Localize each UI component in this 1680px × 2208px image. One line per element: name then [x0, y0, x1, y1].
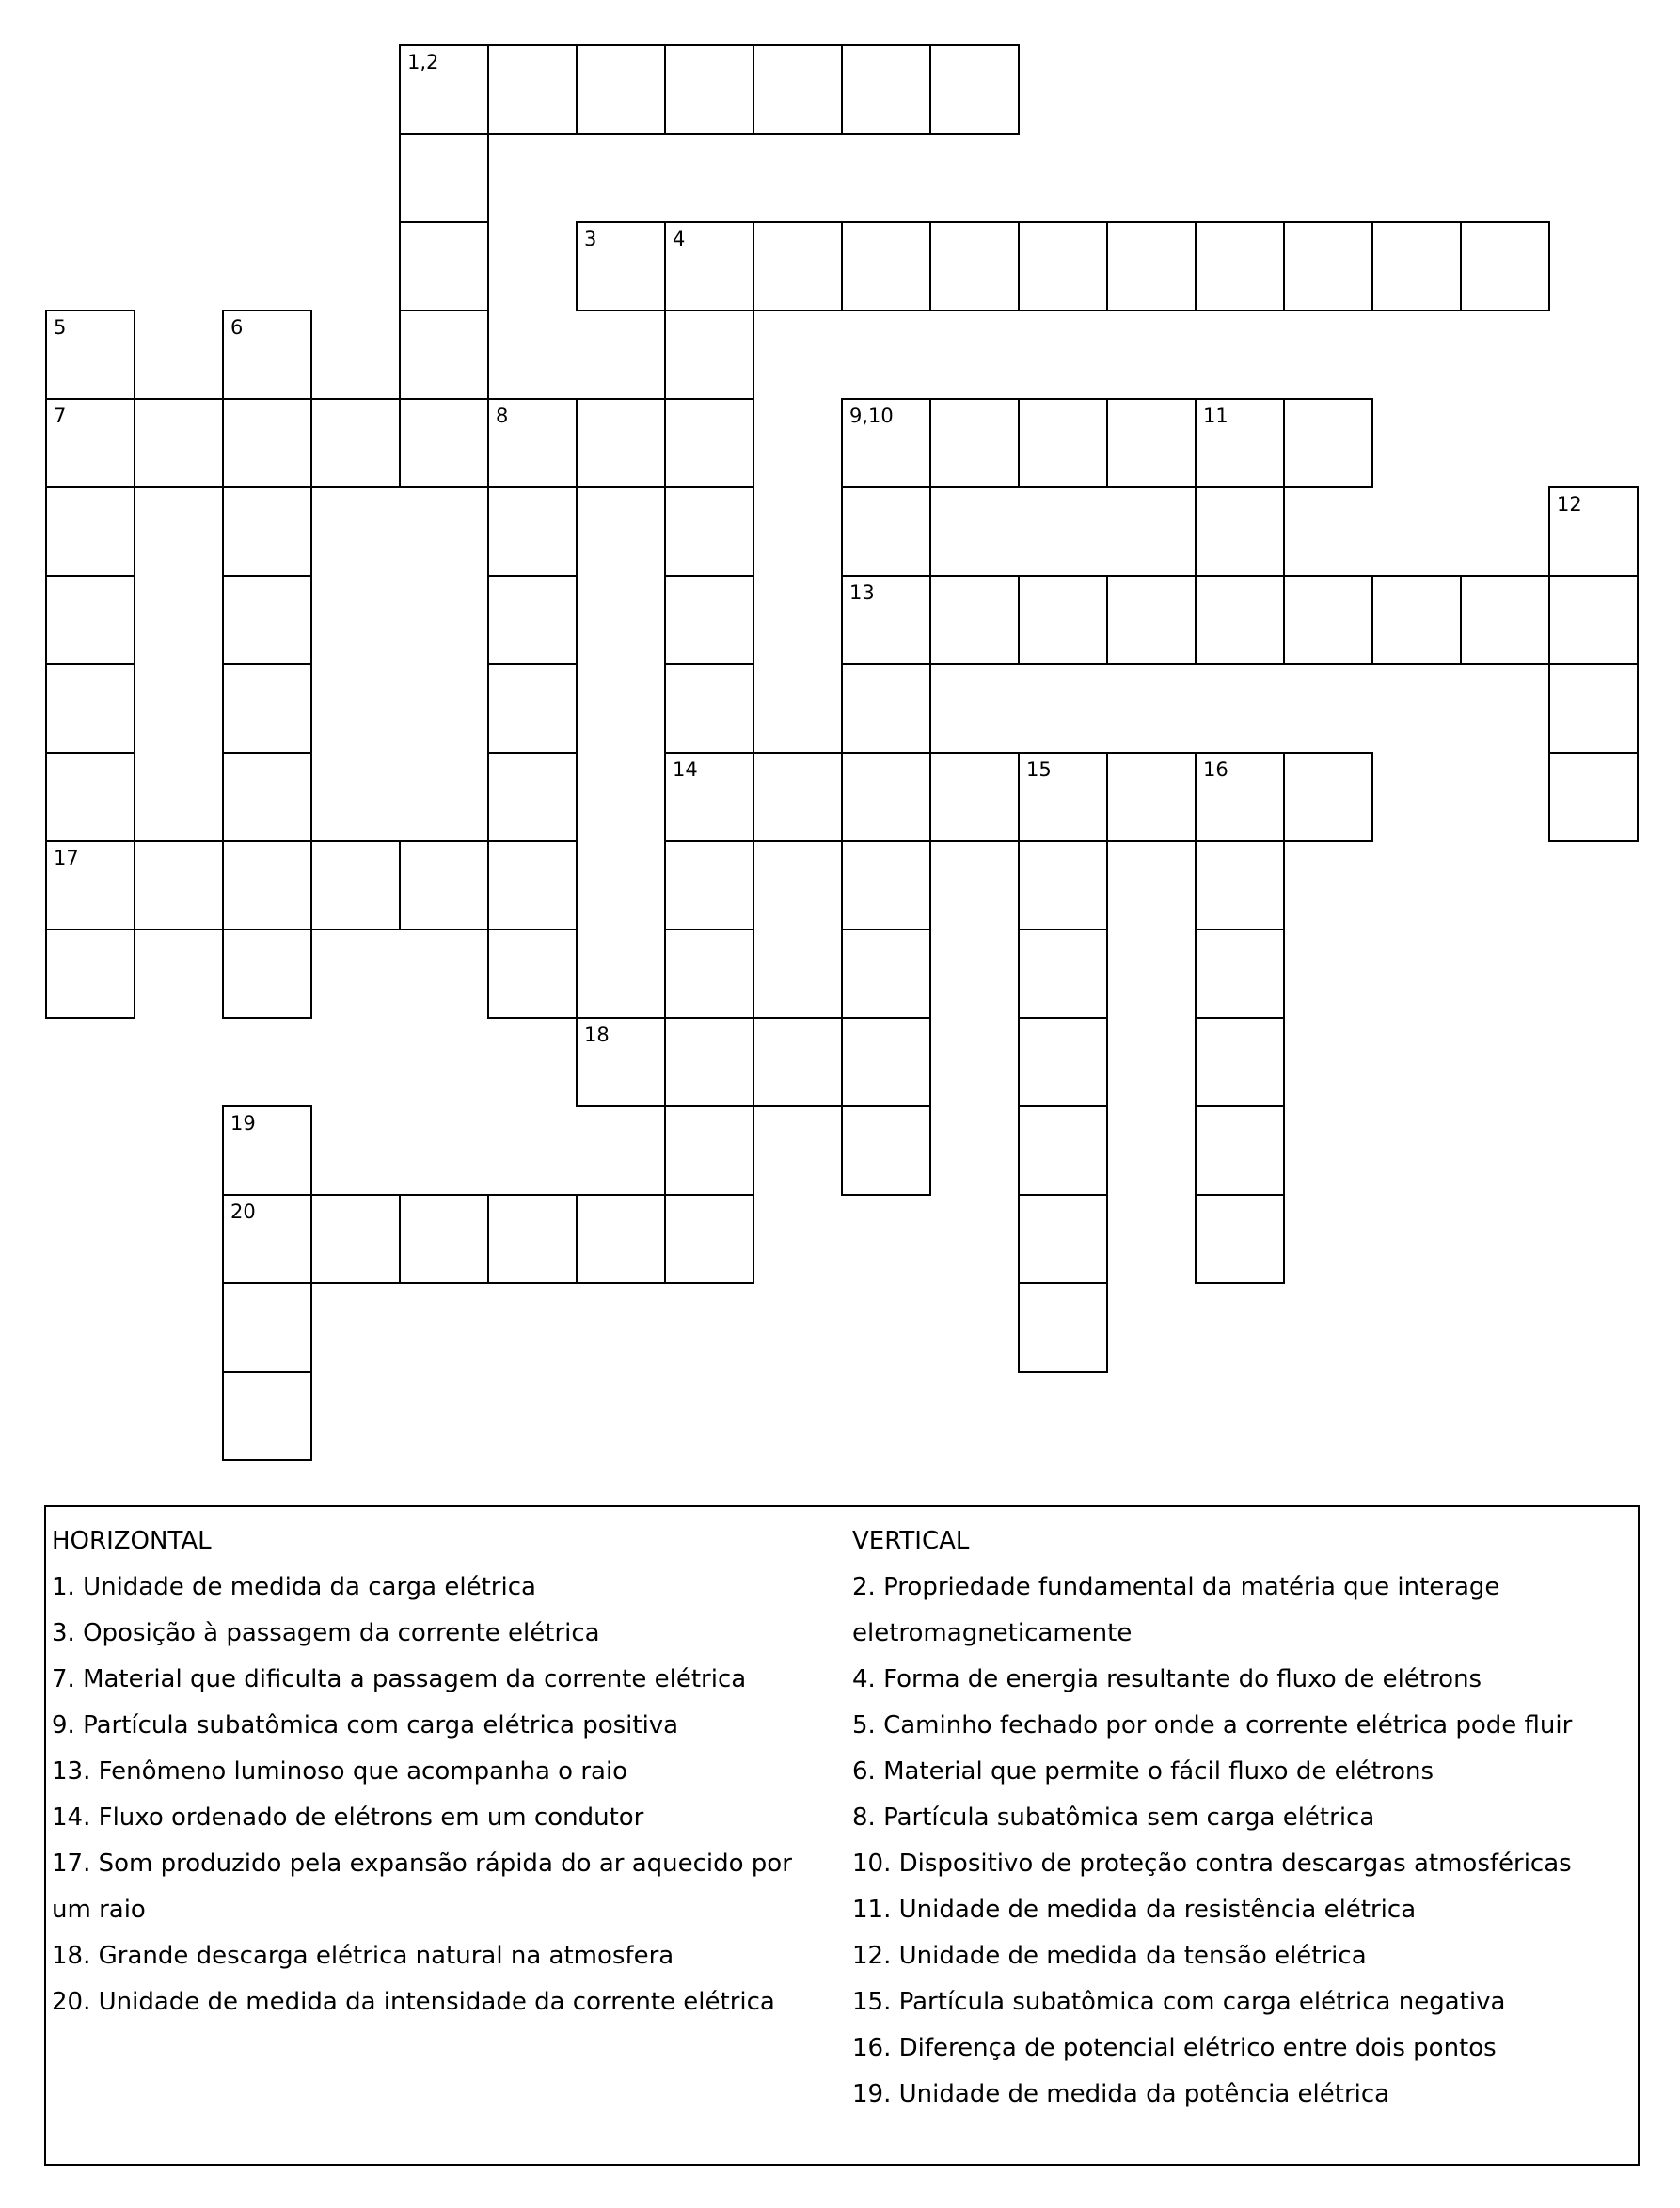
clue-line: eletromagneticamente: [852, 1619, 1133, 1647]
clue-line: 7. Material que dificulta a passagem da corrente elétrica: [52, 1665, 747, 1693]
grid-cell[interactable]: [841, 1017, 931, 1107]
grid-cell[interactable]: [929, 752, 1020, 842]
grid-cell[interactable]: [222, 752, 312, 842]
grid-cell[interactable]: [929, 575, 1020, 665]
grid-cell[interactable]: [1018, 1282, 1108, 1373]
grid-cell[interactable]: [222, 1105, 312, 1196]
grid-cell[interactable]: [1018, 1105, 1108, 1196]
grid-cell[interactable]: [399, 1194, 489, 1284]
clue-line: 14. Fluxo ordenado de elétrons em um condutor: [52, 1803, 644, 1832]
clue-line: 18. Grande descarga elétrica natural na atmosfera: [52, 1942, 674, 1970]
grid-cell[interactable]: [576, 221, 666, 311]
grid-cell[interactable]: [487, 752, 578, 842]
grid-cell[interactable]: [576, 398, 666, 488]
grid-cell[interactable]: [841, 663, 931, 754]
grid-cell[interactable]: [399, 840, 489, 930]
grid-cell[interactable]: [487, 44, 578, 135]
grid-cell[interactable]: [1283, 575, 1373, 665]
grid-cell[interactable]: [1018, 929, 1108, 1019]
clue-number: 3: [584, 228, 597, 250]
clue-number: 9,10: [849, 405, 894, 427]
grid-cell[interactable]: [487, 663, 578, 754]
clue-number: 11: [1203, 405, 1228, 427]
grid-cell[interactable]: [1018, 575, 1108, 665]
grid-cell[interactable]: [399, 310, 489, 400]
horizontal-clues: [52, 1518, 832, 2025]
clue-number: 7: [54, 405, 67, 427]
clue-line: 15. Partícula subatômica com carga elétrica negativa: [852, 1988, 1506, 2016]
grid-cell[interactable]: [841, 486, 931, 577]
clue-number: 19: [230, 1112, 256, 1135]
grid-cell[interactable]: [1195, 486, 1285, 577]
grid-cell[interactable]: [1195, 1105, 1285, 1196]
grid-cell[interactable]: [45, 486, 135, 577]
grid-cell[interactable]: [753, 752, 843, 842]
grid-cell[interactable]: [1018, 1017, 1108, 1107]
clue-line: 13. Fenômeno luminoso que acompanha o raio: [52, 1757, 628, 1786]
grid-cell[interactable]: [1548, 575, 1639, 665]
clue-line: 11. Unidade de medida da resistência elétrica: [852, 1896, 1417, 1924]
clue-number: 8: [496, 405, 509, 427]
grid-cell[interactable]: [222, 840, 312, 930]
grid-cell[interactable]: [45, 840, 135, 930]
grid-cell[interactable]: [664, 663, 754, 754]
grid-cell[interactable]: [45, 929, 135, 1019]
grid-cell[interactable]: [1106, 398, 1197, 488]
grid-cell[interactable]: [929, 44, 1020, 135]
grid-cell[interactable]: [1106, 752, 1197, 842]
grid-cell[interactable]: [1018, 398, 1108, 488]
grid-cell[interactable]: [576, 1194, 666, 1284]
clue-line: 17. Som produzido pela expansão rápida do ar aquecido por: [52, 1850, 792, 1878]
clue-number: 17: [54, 847, 79, 869]
grid-cell[interactable]: [664, 1194, 754, 1284]
grid-cell[interactable]: [222, 575, 312, 665]
grid-cell[interactable]: [399, 133, 489, 223]
grid-cell[interactable]: [1195, 221, 1285, 311]
grid-cell[interactable]: [45, 663, 135, 754]
clue-number: 6: [230, 316, 244, 339]
grid-cell[interactable]: [1548, 486, 1639, 577]
clue-line: 16. Diferença de potencial elétrico entre dois pontos: [852, 2034, 1497, 2062]
grid-cell[interactable]: [664, 752, 754, 842]
grid-cell[interactable]: [1195, 929, 1285, 1019]
grid-cell[interactable]: [753, 1017, 843, 1107]
grid-cell[interactable]: [487, 486, 578, 577]
grid-cell[interactable]: [1195, 398, 1285, 488]
grid-cell[interactable]: [1283, 221, 1373, 311]
clue-line: 4. Forma de energia resultante do fluxo de elétrons: [852, 1665, 1482, 1693]
grid-cell[interactable]: [1371, 221, 1462, 311]
grid-cell[interactable]: [222, 486, 312, 577]
grid-cell[interactable]: [222, 929, 312, 1019]
grid-cell[interactable]: [664, 575, 754, 665]
clue-line: 8. Partícula subatômica sem carga elétrica: [852, 1803, 1375, 1832]
grid-cell[interactable]: [841, 929, 931, 1019]
clue-number: 13: [849, 581, 875, 604]
vertical-heading: VERTICAL: [852, 1527, 970, 1555]
grid-cell[interactable]: [753, 44, 843, 135]
horizontal-heading: HORIZONTAL: [52, 1527, 212, 1555]
grid-cell[interactable]: [487, 840, 578, 930]
grid-cell[interactable]: [841, 44, 931, 135]
grid-cell[interactable]: [1195, 840, 1285, 930]
grid-cell[interactable]: [45, 398, 135, 488]
grid-cell[interactable]: [222, 1194, 312, 1284]
grid-cell[interactable]: [1195, 1017, 1285, 1107]
grid-cell[interactable]: [1283, 398, 1373, 488]
grid-cell[interactable]: [487, 575, 578, 665]
clue-number: 18: [584, 1024, 610, 1046]
grid-cell[interactable]: [310, 840, 401, 930]
grid-cell[interactable]: [664, 929, 754, 1019]
grid-cell[interactable]: [576, 44, 666, 135]
grid-cell[interactable]: [753, 221, 843, 311]
grid-cell[interactable]: [664, 310, 754, 400]
grid-cell[interactable]: [45, 310, 135, 400]
grid-cell[interactable]: [134, 398, 224, 488]
clue-line: 3. Oposição à passagem da corrente elétrica: [52, 1619, 600, 1647]
grid-cell[interactable]: [664, 486, 754, 577]
clue-line: 6. Material que permite o fácil fluxo de elétrons: [852, 1757, 1434, 1786]
grid-cell[interactable]: [1106, 575, 1197, 665]
grid-cell[interactable]: [929, 398, 1020, 488]
clue-line: 20. Unidade de medida da intensidade da corrente elétrica: [52, 1988, 775, 2016]
vertical-clues: [852, 1518, 1633, 2118]
grid-cell[interactable]: [841, 1105, 931, 1196]
grid-cell[interactable]: [487, 1194, 578, 1284]
grid-cell[interactable]: [45, 752, 135, 842]
grid-cell[interactable]: [1283, 752, 1373, 842]
grid-cell[interactable]: [1018, 221, 1108, 311]
grid-cell[interactable]: [1460, 575, 1550, 665]
clue-line: um raio: [52, 1896, 146, 1924]
clue-line: 5. Caminho fechado por onde a corrente elétrica pode fluir: [852, 1711, 1573, 1739]
grid-cell[interactable]: [222, 1282, 312, 1373]
grid-cell[interactable]: [399, 44, 489, 135]
grid-cell[interactable]: [222, 398, 312, 488]
grid-cell[interactable]: [399, 398, 489, 488]
grid-cell[interactable]: [1106, 221, 1197, 311]
grid-cell[interactable]: [1195, 1194, 1285, 1284]
grid-cell[interactable]: [45, 575, 135, 665]
grid-cell[interactable]: [487, 398, 578, 488]
grid-cell[interactable]: [664, 44, 754, 135]
grid-cell[interactable]: [929, 221, 1020, 311]
grid-cell[interactable]: [664, 1017, 754, 1107]
grid-cell[interactable]: [576, 1017, 666, 1107]
grid-cell[interactable]: [310, 1194, 401, 1284]
grid-cell[interactable]: [1195, 575, 1285, 665]
grid-cell[interactable]: [664, 840, 754, 930]
grid-cell[interactable]: [1018, 752, 1108, 842]
grid-cell[interactable]: [310, 398, 401, 488]
grid-cell[interactable]: [664, 398, 754, 488]
grid-cell[interactable]: [841, 221, 931, 311]
grid-cell[interactable]: [222, 1371, 312, 1461]
grid-cell[interactable]: [1018, 840, 1108, 930]
vertical-clue-lines: [852, 1565, 1633, 2118]
clue-line: 12. Unidade de medida da tensão elétrica: [852, 1942, 1367, 1970]
clue-number: 14: [673, 758, 698, 781]
clue-line: 1. Unidade de medida da carga elétrica: [52, 1573, 536, 1601]
clue-line: 9. Partícula subatômica com carga elétrica positiva: [52, 1711, 679, 1739]
clue-number: 15: [1026, 758, 1052, 781]
clue-number: 5: [54, 316, 67, 339]
grid-cell[interactable]: [1195, 752, 1285, 842]
clue-number: 12: [1557, 493, 1582, 516]
grid-cell[interactable]: [841, 398, 931, 488]
grid-cell[interactable]: [1460, 221, 1550, 311]
clue-number: 20: [230, 1200, 256, 1223]
grid-cell[interactable]: [222, 663, 312, 754]
grid-cell[interactable]: [134, 840, 224, 930]
clues-box: [44, 1505, 1640, 2166]
grid-cell[interactable]: [1548, 663, 1639, 754]
clue-number: 16: [1203, 758, 1228, 781]
grid-cell[interactable]: [841, 840, 931, 930]
grid-cell[interactable]: [1018, 1194, 1108, 1284]
grid-cell[interactable]: [222, 310, 312, 400]
grid-cell[interactable]: [487, 929, 578, 1019]
clue-number: 1,2: [407, 51, 439, 73]
grid-cell[interactable]: [1548, 752, 1639, 842]
clue-number: 4: [673, 228, 686, 250]
grid-cell[interactable]: [664, 221, 754, 311]
grid-cell[interactable]: [664, 1105, 754, 1196]
grid-cell[interactable]: [399, 221, 489, 311]
clue-line: 10. Dispositivo de proteção contra descargas atmosféricas: [852, 1850, 1572, 1878]
grid-cell[interactable]: [1371, 575, 1462, 665]
horizontal-clue-lines: [52, 1565, 832, 2025]
grid-cell[interactable]: [841, 752, 931, 842]
clue-line: 19. Unidade de medida da potência elétrica: [852, 2080, 1390, 2108]
clue-line: 2. Propriedade fundamental da matéria que interage: [852, 1573, 1500, 1601]
grid-cell[interactable]: [841, 575, 931, 665]
